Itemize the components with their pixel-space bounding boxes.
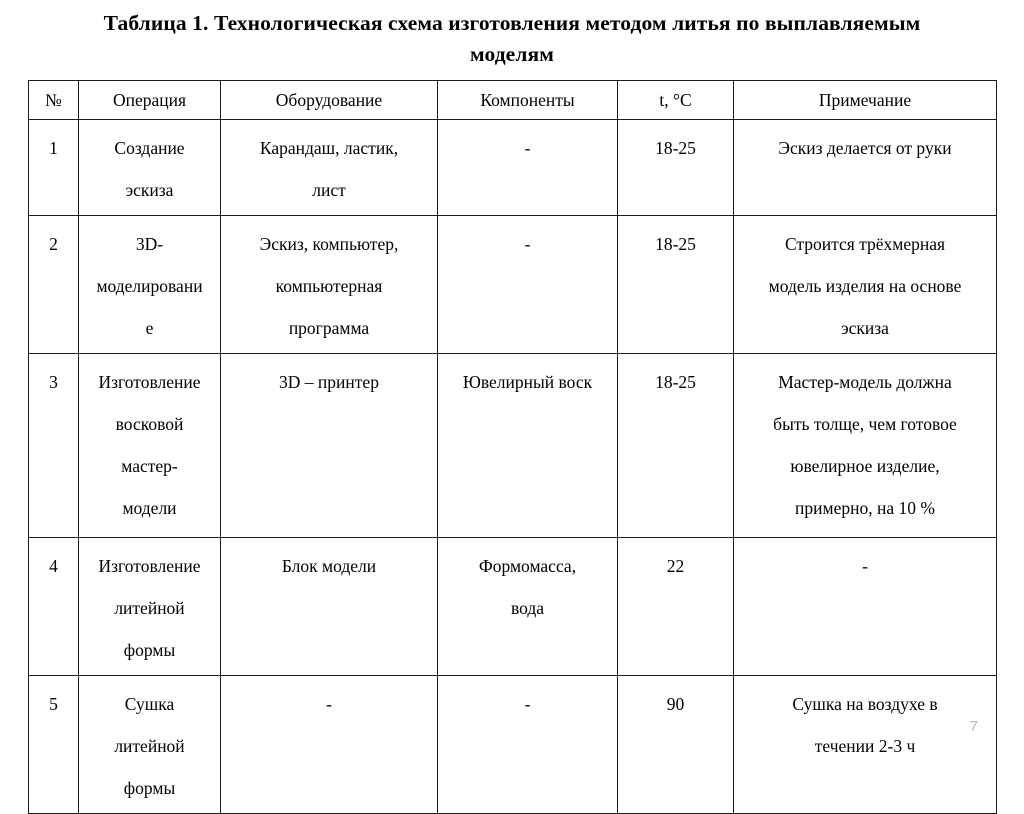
- cell-line: 1: [49, 138, 58, 158]
- cell-line: эскиза: [841, 318, 889, 338]
- cell-equipment: [221, 538, 438, 676]
- cell-line: эскиза: [125, 180, 174, 200]
- cell-line: Сушка: [124, 694, 175, 714]
- cell-line: формы: [123, 640, 176, 660]
- cell-note: [734, 676, 997, 814]
- table-header-row: [29, 81, 997, 120]
- page-number: 7: [969, 718, 978, 735]
- cell-equipment: [221, 354, 438, 538]
- cell-temperature: [618, 538, 734, 676]
- table-row: [29, 676, 997, 814]
- cell-equipment: [221, 676, 438, 814]
- cell-line: 2: [49, 234, 58, 254]
- cell-line: восковой: [115, 414, 184, 434]
- cell-line: Формомасса,: [478, 556, 577, 576]
- cell-components: [438, 216, 618, 354]
- page-title: [100, 8, 924, 70]
- cell-line: Создание: [114, 138, 185, 158]
- cell-line: программа: [288, 318, 370, 338]
- cell-line: -: [862, 556, 868, 576]
- cell-line: модель изделия на основе: [768, 276, 962, 296]
- column-header-number: №: [29, 81, 79, 120]
- cell-line: -: [524, 138, 531, 158]
- table-row: [29, 354, 997, 538]
- cell-line: Карандаш, ластик,: [259, 138, 399, 158]
- cell-line: моделировани: [96, 276, 203, 296]
- cell-operation: [79, 354, 221, 538]
- cell-line: 22: [666, 556, 685, 576]
- cell-line: 4: [49, 556, 58, 576]
- cell-line: -: [524, 234, 531, 254]
- cell-line: течении 2-3 ч: [814, 736, 916, 756]
- cell-line: 3D-: [135, 234, 164, 254]
- cell-line: -: [326, 694, 332, 714]
- page-title-line-1: Таблица 1. Технологическая схема изготовления методом литья по: [103, 11, 760, 35]
- cell-line: Изготовление: [98, 556, 201, 576]
- cell-line: ювелирное изделие,: [790, 456, 940, 476]
- cell-components: [438, 120, 618, 216]
- cell-line: Строится трёхмерная: [784, 234, 946, 254]
- cell-line: модели: [122, 498, 177, 518]
- table-container: [28, 80, 996, 814]
- cell-line: 3: [49, 372, 58, 392]
- column-header-operation: Операция: [79, 81, 221, 120]
- column-header-components: Компоненты: [438, 81, 618, 120]
- cell-temperature: [618, 120, 734, 216]
- cell-line: компьютерная: [275, 276, 383, 296]
- page-title-line-2: выплавляемым моделям: [470, 11, 921, 66]
- column-header-temperature: t, °C: [618, 81, 734, 120]
- cell-line: вода: [510, 598, 545, 618]
- cell-number: [29, 354, 79, 538]
- column-header-equipment: Оборудование: [221, 81, 438, 120]
- cell-operation: [79, 216, 221, 354]
- cell-line: Изготовление: [98, 372, 201, 392]
- cell-note: [734, 120, 997, 216]
- cell-line: 90: [666, 694, 685, 714]
- cell-note: [734, 538, 997, 676]
- cell-operation: [79, 538, 221, 676]
- table-header: [29, 81, 997, 120]
- cell-line: быть толще, чем готовое: [773, 414, 957, 434]
- cell-line: Ювелирный воск: [462, 372, 593, 392]
- cell-note: [734, 216, 997, 354]
- cell-line: лист: [312, 180, 346, 200]
- cell-operation: [79, 676, 221, 814]
- cell-line: литейной: [114, 598, 185, 618]
- cell-line: 3D – принтер: [279, 372, 379, 392]
- cell-line: формы: [123, 778, 176, 798]
- cell-temperature: [618, 676, 734, 814]
- cell-line: 18-25: [655, 138, 696, 158]
- cell-temperature: [618, 216, 734, 354]
- cell-equipment: [221, 216, 438, 354]
- table-body: [29, 120, 997, 814]
- cell-operation: [79, 120, 221, 216]
- table-row: [29, 216, 997, 354]
- table-row: [29, 120, 997, 216]
- cell-components: [438, 538, 618, 676]
- cell-line: Блок модели: [281, 556, 377, 576]
- table-row: [29, 538, 997, 676]
- cell-equipment: [221, 120, 438, 216]
- column-header-note: Примечание: [734, 81, 997, 120]
- cell-line: мастер-: [121, 456, 178, 476]
- cell-line: Эскиз, компьютер,: [259, 234, 399, 254]
- cell-line: 18-25: [655, 234, 696, 254]
- cell-line: 5: [49, 694, 58, 714]
- cell-number: [29, 216, 79, 354]
- cell-line: е: [145, 318, 154, 338]
- cell-line: Эскиз делается от руки: [778, 138, 952, 158]
- cell-components: [438, 676, 618, 814]
- cell-temperature: [618, 354, 734, 538]
- cell-number: [29, 676, 79, 814]
- cell-line: -: [524, 694, 531, 714]
- cell-number: [29, 120, 79, 216]
- cell-line: Сушка на воздухе в: [792, 694, 938, 714]
- cell-note: [734, 354, 997, 538]
- cell-line: Мастер-модель должна: [778, 372, 952, 392]
- cell-components: [438, 354, 618, 538]
- cell-line: литейной: [114, 736, 185, 756]
- technology-schema-table: [28, 80, 997, 814]
- cell-line: 18-25: [655, 372, 696, 392]
- cell-number: [29, 538, 79, 676]
- cell-line: примерно, на 10 %: [795, 498, 935, 518]
